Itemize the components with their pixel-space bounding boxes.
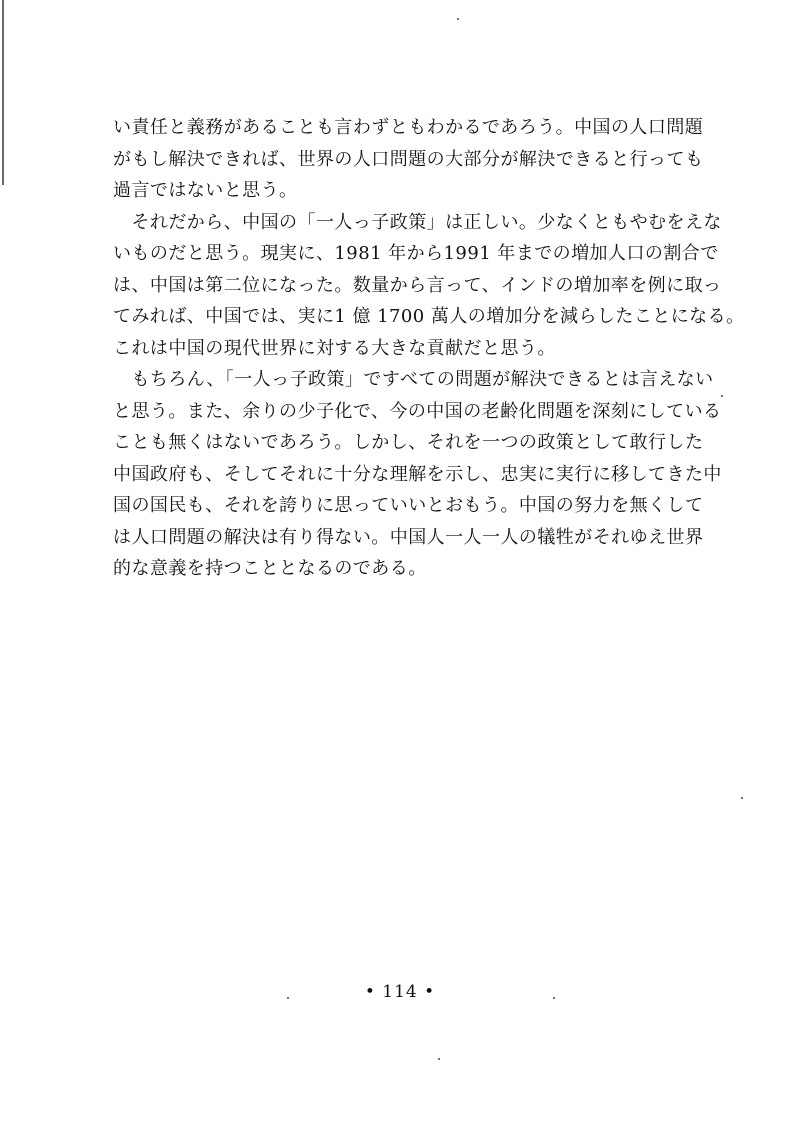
paragraph-3 (113, 364, 722, 585)
scan-speck (741, 797, 743, 799)
page-number: • 114 • (364, 982, 436, 1002)
text-line: い責任と義務があることも言わずともわかるであろう。中国の人口問題 (113, 117, 704, 138)
text-line: は、中国は第二位になった。数量から言って、インドの増加率を例に取っ (113, 274, 722, 296)
text-line: 中国政府も、そしてそれに十分な理解を示し、忠実に実行に移してきた中 (113, 463, 722, 485)
scan-edge-mark (2, 0, 4, 185)
text-line: がもし解決できれば、世界の人口問題の大部分が解決できると行っても (113, 148, 704, 170)
body-text (113, 112, 745, 585)
scan-speck (721, 395, 723, 397)
paragraph-1 (113, 112, 717, 207)
text-line: いものだと思う。現実に、1981 年から1991 年までの増加人口の割合で (113, 243, 719, 264)
text-line: これは中国の現代世界に対する大きな貢献だと思う。 (113, 337, 556, 359)
scan-speck (553, 997, 555, 999)
text-line: 国の国民も、それを誇りに思っていいとおもう。中国の努力を無くして (113, 495, 704, 516)
text-line: は人口問題の解決は有り得ない。中国人一人一人の犠牲がそれゆえ世界 (113, 526, 704, 548)
paragraph-2 (113, 207, 745, 365)
scan-speck (287, 997, 289, 999)
text-line: 過言ではないと思う。 (113, 180, 298, 201)
scan-speck (457, 18, 459, 20)
text-line: もちろん、「一人っ子政策」ですべての問題が解決できるとは言えない (113, 369, 714, 390)
text-line: ことも無くはないであろう。しかし、それを一つの政策として敢行した (113, 432, 704, 453)
text-line: それだから、中国の「一人っ子政策」は正しい。少なくともやむをえな (113, 211, 722, 233)
text-line: 的な意義を持つこととなるのである。 (113, 558, 427, 579)
text-line: てみれば、中国では、実に1 億 1700 萬人の増加分を減らしたことになる。 (113, 306, 745, 327)
scan-speck (438, 1058, 440, 1060)
text-line: と思う。また、余りの少子化で、今の中国の老齢化問題を深刻にしている (113, 400, 722, 422)
